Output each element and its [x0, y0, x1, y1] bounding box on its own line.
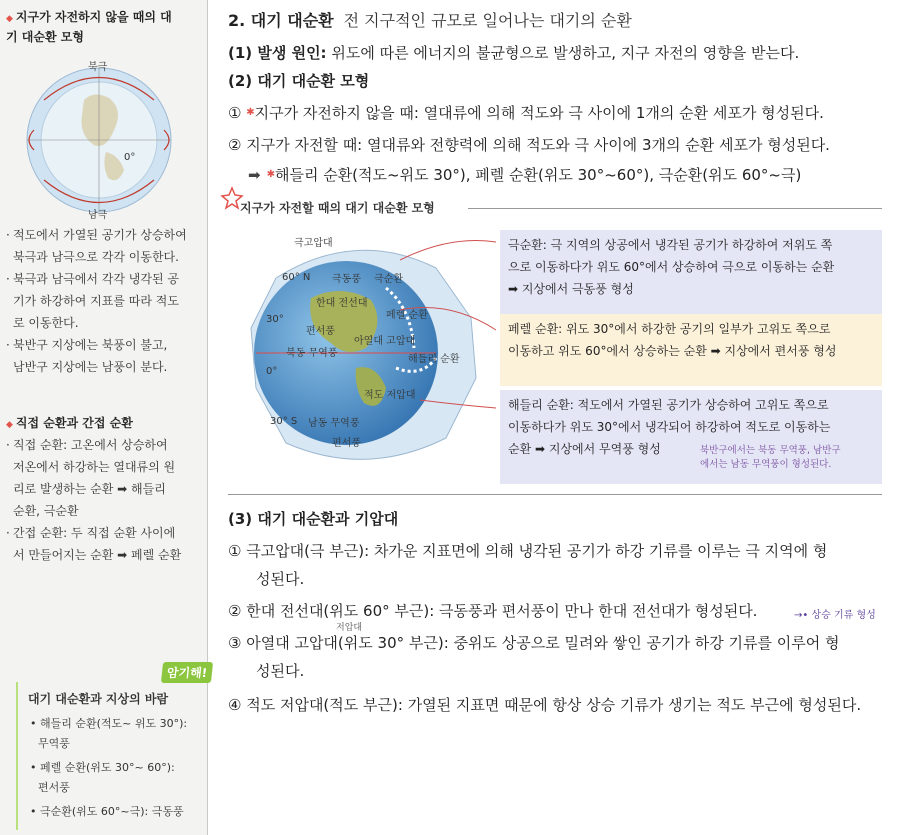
sidebar-bullet-list-2 [6, 434, 196, 566]
sidebar-title-1: ◆ 지구가 자전하지 않을 때의 대 [6, 10, 172, 24]
lat60-label: 60° N [282, 272, 311, 283]
memo-tag: 암기해! [161, 662, 213, 683]
ferrel-cell-box: 페렐 순환: 위도 30°에서 하강한 공기의 일부가 고위도 쪽으로 이동하고 위도 60°에서 상승하는 순환 ➡ 지상에서 편서풍 형성 [500, 314, 882, 386]
hadley-label: 해들리 순환 [408, 354, 460, 365]
sidebar-bullet-list-1 [6, 224, 196, 378]
polar-cell-box: 극순환: 극 지역의 상공에서 냉각된 공기가 하강하여 저위도 쪽 으로 이동하다가 위도 60°에서 상승하여 극으로 이동하는 순환 ➡ 지상에서 극동풍 형성 [500, 230, 882, 314]
polar-cell-label: 극순환 [374, 274, 403, 285]
sidebar-title-2: ◆ 직접 순환과 간접 순환 [6, 416, 133, 430]
memo-item: 무역풍 [38, 737, 70, 750]
figure-divider [468, 208, 882, 209]
diamond-icon: ◆ [6, 14, 13, 24]
memo-heading: 대기 대순환과 지상의 바람 [28, 692, 169, 706]
list-item: · 적도에서 가열된 공기가 상승하여 [6, 228, 187, 242]
subtropical-high-label: 아열대 고압대 [354, 336, 416, 347]
section-divider [228, 494, 882, 495]
south-pole-label: 남극 [88, 210, 108, 220]
list-item: 기가 하강하여 지표를 따라 적도 [13, 294, 179, 308]
memo-item: 편서풍 [38, 781, 70, 794]
front-label: 한대 전선대 [316, 298, 368, 309]
memo-item: • 페렐 순환(위도 30°~ 60°): [30, 761, 175, 774]
pressure-item-3-cont: 성된다. [256, 662, 305, 680]
pressure-item-1-cont: 성된다. [256, 570, 305, 588]
memo-item: • 극순환(위도 60°~극): 극동풍 [30, 805, 184, 818]
lat30-label: 30° [266, 314, 284, 325]
section-heading: 2. 대기 대순환 전 지구적인 규모로 일어나는 대기의 순환 [228, 11, 632, 30]
equator-label: 0° [124, 152, 136, 163]
hadley-cell-box: 해들리 순환: 적도에서 가열된 공기가 상승하여 고위도 쪽으로 이동하다가 위도 30°에서 냉각되어 하강하여 적도로 이동하는 순환 ➡ 지상에서 무역풍 형성 [500, 390, 882, 484]
cause-paragraph: (1) 발생 원인: 위도에 따른 에너지의 불균형으로 발생하고, 지구 자전의 영향을 받는다. [228, 44, 800, 62]
se-trade-label: 남동 무역풍 [308, 418, 360, 429]
pressure-item-4: ④ 적도 저압대(적도 부근): 가열된 지표면 때문에 항상 상승 기류가 생기는 적도 부근에 형성된다. [228, 696, 862, 714]
list-item: 저온에서 하강하는 열대류의 원 [13, 460, 176, 474]
list-item: · 북반구 지상에는 북풍이 불고, [6, 338, 168, 352]
low-label: 적도 저압대 [364, 390, 416, 401]
model-heading: (2) 대기 대순환 모형 [228, 72, 370, 90]
polar-high-label: 극고압대 [294, 238, 333, 249]
trade-wind-note: 북반구에서는 북동 무역풍, 남반구 에서는 남동 무역풍이 형성된다. [700, 445, 841, 470]
diamond-icon: ◆ [6, 420, 13, 430]
pressure-item-3: ③ 아열대 고압대(위도 30° 부근): 중위도 상공으로 밀려와 쌓인 공기가 하강 기류를 이루어 형 [228, 634, 840, 652]
list-item: 리로 발생하는 순환 ➡ 해들리 [13, 482, 166, 496]
pressure-item-2: ② 한대 전선대(위도 60° 부근): 극동풍과 편서풍이 만나 한대 전선대가 형성된다. [228, 602, 758, 620]
sidebar-title-1b: 기 대순환 모형 [6, 30, 84, 44]
list-item: · 북극과 남극에서 각각 냉각된 공 [6, 272, 179, 286]
westerly-s-label: 편서풍 [332, 438, 361, 449]
polar-easterly-label: 극동풍 [332, 274, 361, 285]
list-item: 로 이동한다. [13, 316, 79, 330]
lat30s-label: 30° S [270, 416, 298, 427]
low-pressure-note: 저압대 [336, 623, 363, 633]
equator-label-2: 0° [266, 366, 278, 377]
model-item-2: ② 지구가 자전할 때: 열대류와 전향력에 의해 적도와 극 사이에 3개의 순환 세포가 형성된다. [228, 136, 830, 154]
list-item: · 간접 순환: 두 직접 순환 사이에 [6, 526, 176, 540]
figure-title: 지구가 자전할 때의 대기 대순환 모형 [240, 201, 435, 215]
list-item: 서 만들어지는 순환 ➡ 페렐 순환 [13, 548, 182, 562]
pressure-heading: (3) 대기 대순환과 기압대 [228, 510, 399, 528]
north-pole-label: 북극 [88, 62, 108, 73]
ne-trade-label: 북동 무역풍 [286, 348, 338, 359]
memo-item: • 해들리 순환(적도~ 위도 30°): [30, 717, 188, 730]
list-item: · 직접 순환: 고온에서 상승하여 [6, 438, 168, 452]
star-icon: ✱ [246, 107, 255, 118]
list-item: 북극과 남극으로 각각 이동한다. [13, 250, 179, 264]
star-icon: ✱ [266, 169, 275, 180]
list-item: 순환, 극순환 [13, 504, 79, 518]
model-item-2-sub: ➡ ✱해들리 순환(적도~위도 30°), 페렐 순환(위도 30°~60°), 극순환(위도 60°~극) [248, 166, 802, 184]
model-item-1: ① ✱지구가 자전하지 않을 때: 열대류에 의해 적도와 극 사이에 1개의 순환 세포가 형성된다. [228, 104, 824, 122]
figure-connector-arrows [400, 230, 500, 430]
updraft-note: →• 상승 기류 형성 [794, 610, 876, 621]
non-rotating-globe-diagram [14, 60, 184, 220]
ferrel-label: 페렐 순환 [386, 310, 428, 321]
pressure-item-1: ① 극고압대(극 부근): 차가운 지표면에 의해 냉각된 공기가 하강 기류를 이루는 극 지역에 형 [228, 542, 828, 560]
list-item: 남반구 지상에는 남풍이 분다. [13, 360, 168, 374]
westerly-label: 편서풍 [306, 326, 335, 337]
